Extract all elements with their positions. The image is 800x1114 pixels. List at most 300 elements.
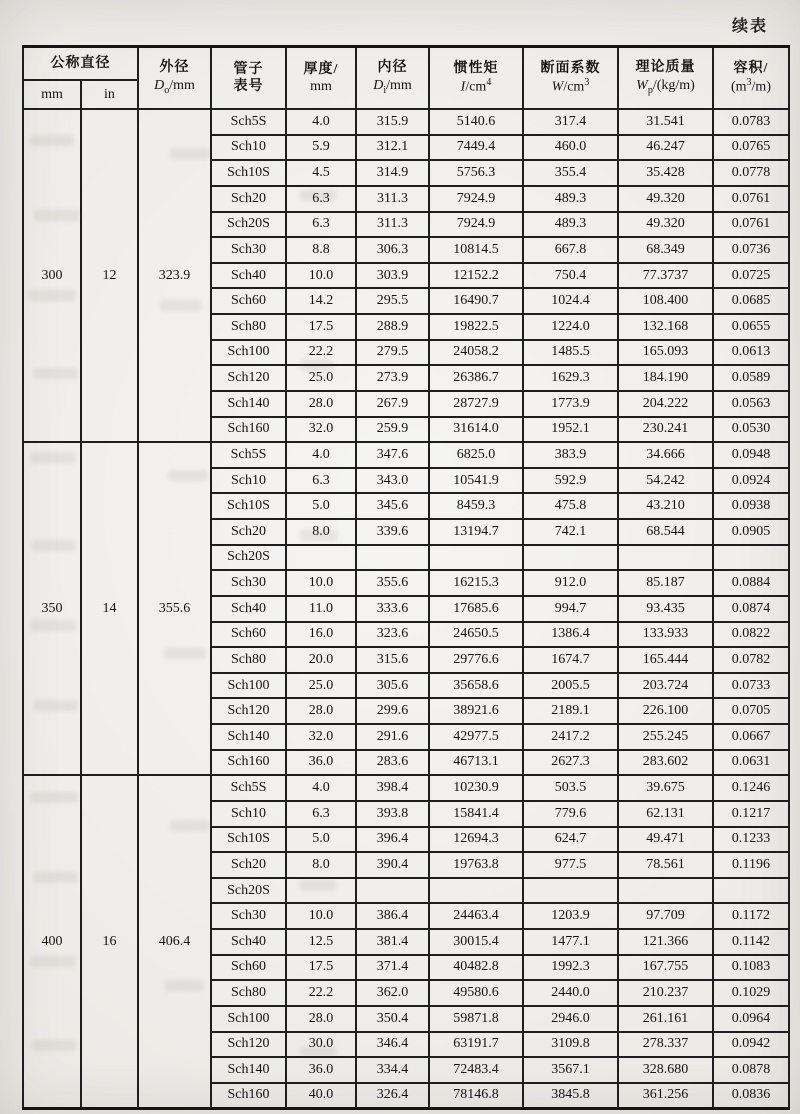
- cell-inertia: 5140.6: [429, 109, 523, 135]
- cell-inner-diameter: 323.6: [356, 622, 429, 648]
- cell-schedule: Sch40: [211, 929, 286, 955]
- cell-section-modulus: 977.5: [523, 852, 618, 878]
- cell-mass: 93.435: [618, 596, 713, 622]
- cell-thickness: 8.0: [286, 519, 356, 545]
- cell-volume: 0.1217: [713, 801, 789, 827]
- cell-section-modulus: 2005.5: [523, 673, 618, 699]
- cell-inertia: 28727.9: [429, 391, 523, 417]
- cell-section-modulus: 994.7: [523, 596, 618, 622]
- cell-section-modulus: 1773.9: [523, 391, 618, 417]
- cell-inner-diameter: [356, 545, 429, 571]
- cell-volume: 0.0631: [713, 750, 789, 776]
- cell-thickness: 22.2: [286, 340, 356, 366]
- cell-schedule: Sch100: [211, 340, 286, 366]
- cell-schedule: Sch5S: [211, 442, 286, 468]
- cell-thickness: 8.8: [286, 237, 356, 263]
- cell-schedule: Sch20S: [211, 212, 286, 238]
- cell-volume: 0.0530: [713, 417, 789, 443]
- cell-thickness: 4.0: [286, 442, 356, 468]
- cell-mass: 43.210: [618, 493, 713, 519]
- cell-mass: 361.256: [618, 1083, 713, 1109]
- header-nominal-diameter: 公称直径: [23, 47, 138, 81]
- cell-inner-diameter: 312.1: [356, 135, 429, 161]
- cell-schedule: Sch60: [211, 955, 286, 981]
- cell-inner-diameter: 355.6: [356, 570, 429, 596]
- cell-inner-diameter: 345.6: [356, 493, 429, 519]
- header-pipe-schedule-line1: 管子: [233, 61, 264, 77]
- cell-volume: 0.0613: [713, 340, 789, 366]
- cell-inner-diameter: 346.4: [356, 1032, 429, 1058]
- cell-schedule: Sch10: [211, 801, 286, 827]
- cell-volume: 0.0765: [713, 135, 789, 161]
- cell-inner-diameter: 381.4: [356, 929, 429, 955]
- cell-inner-diameter: 347.6: [356, 442, 429, 468]
- cell-inertia: 63191.7: [429, 1032, 523, 1058]
- cell-inertia: 38921.6: [429, 698, 523, 724]
- cell-section-modulus: 1203.9: [523, 903, 618, 929]
- cell-schedule: Sch10: [211, 468, 286, 494]
- cell-mass: 261.161: [618, 1006, 713, 1032]
- cell-thickness: 32.0: [286, 417, 356, 443]
- cell-section-modulus: 1224.0: [523, 314, 618, 340]
- cell-section-modulus: 1477.1: [523, 929, 618, 955]
- cell-inner-diameter: [356, 878, 429, 904]
- cell-section-modulus: 750.4: [523, 263, 618, 289]
- cell-thickness: 12.5: [286, 929, 356, 955]
- header-outer-diameter: [138, 47, 211, 110]
- cell-volume: 0.0725: [713, 263, 789, 289]
- cell-volume: 0.1233: [713, 827, 789, 853]
- cell-volume: 0.0685: [713, 288, 789, 314]
- cell-volume: [713, 878, 789, 904]
- cell-thickness: 36.0: [286, 750, 356, 776]
- header-outer-diameter-symbol: $D_o/mm$: [154, 77, 195, 96]
- cell-inertia: 24463.4: [429, 903, 523, 929]
- header-thickness-unit: mm: [310, 79, 332, 94]
- header-inner-diameter-title: 内径: [377, 60, 408, 76]
- cell-schedule: Sch100: [211, 1006, 286, 1032]
- cell-mass: [618, 545, 713, 571]
- cell-section-modulus: 383.9: [523, 442, 618, 468]
- header-pipe-schedule-line2: 表号: [233, 79, 264, 94]
- pipe-spec-table: [22, 45, 790, 1110]
- header-outer-diameter-title: 外径: [159, 60, 190, 76]
- cell-thickness: 6.3: [286, 801, 356, 827]
- cell-volume: 0.1142: [713, 929, 789, 955]
- cell-inner-diameter: 334.4: [356, 1057, 429, 1083]
- cell-mass: 328.680: [618, 1057, 713, 1083]
- cell-inertia: 7449.4: [429, 135, 523, 161]
- cell-mass: 204.222: [618, 391, 713, 417]
- continued-table-label: 续表: [731, 18, 768, 35]
- header-section-modulus-symbol: $W/cm^3$: [551, 77, 590, 95]
- cell-inner-diameter: 393.8: [356, 801, 429, 827]
- cell-thickness: 6.3: [286, 212, 356, 238]
- cell-volume: 0.0783: [713, 109, 789, 135]
- cell-section-modulus: 2627.3: [523, 750, 618, 776]
- cell-inertia: 12694.3: [429, 827, 523, 853]
- cell-section-modulus: 3845.8: [523, 1083, 618, 1109]
- cell-inner-diameter: 288.9: [356, 314, 429, 340]
- cell-section-modulus: 355.4: [523, 160, 618, 186]
- cell-inertia: 29776.6: [429, 647, 523, 673]
- cell-mass: 226.100: [618, 698, 713, 724]
- table-body: [23, 109, 789, 1108]
- cell-schedule: Sch80: [211, 980, 286, 1006]
- cell-inertia: 19822.5: [429, 314, 523, 340]
- cell-inner-diameter: 371.4: [356, 955, 429, 981]
- cell-volume: 0.1172: [713, 903, 789, 929]
- cell-schedule: Sch160: [211, 750, 286, 776]
- cell-thickness: 17.5: [286, 955, 356, 981]
- cell-section-modulus: 475.8: [523, 493, 618, 519]
- table-row: [23, 442, 789, 468]
- group-dn-in: 12: [81, 109, 138, 442]
- cell-mass: [618, 878, 713, 904]
- cell-schedule: Sch80: [211, 314, 286, 340]
- cell-schedule: Sch20: [211, 186, 286, 212]
- cell-section-modulus: 592.9: [523, 468, 618, 494]
- cell-inner-diameter: 398.4: [356, 775, 429, 801]
- header-volume: [713, 47, 789, 110]
- cell-inner-diameter: 326.4: [356, 1083, 429, 1109]
- cell-mass: 165.093: [618, 340, 713, 366]
- cell-inner-diameter: 311.3: [356, 212, 429, 238]
- cell-thickness: 5.0: [286, 827, 356, 853]
- table-row: [23, 775, 789, 801]
- cell-inertia: 46713.1: [429, 750, 523, 776]
- cell-thickness: 5.0: [286, 493, 356, 519]
- cell-inner-diameter: 339.6: [356, 519, 429, 545]
- header-moment-of-inertia: [429, 47, 523, 110]
- cell-mass: 133.933: [618, 622, 713, 648]
- cell-schedule: Sch20: [211, 519, 286, 545]
- cell-schedule: Sch10S: [211, 493, 286, 519]
- cell-mass: 62.131: [618, 801, 713, 827]
- cell-mass: 255.245: [618, 724, 713, 750]
- table-header: [23, 47, 789, 110]
- cell-volume: 0.0761: [713, 186, 789, 212]
- cell-volume: 0.1083: [713, 955, 789, 981]
- cell-volume: 0.0878: [713, 1057, 789, 1083]
- group-dn-mm: 400: [23, 775, 81, 1108]
- cell-inner-diameter: 303.9: [356, 263, 429, 289]
- cell-volume: 0.0782: [713, 647, 789, 673]
- cell-inertia: 5756.3: [429, 160, 523, 186]
- cell-inner-diameter: 299.6: [356, 698, 429, 724]
- cell-thickness: 36.0: [286, 1057, 356, 1083]
- cell-inertia: 24058.2: [429, 340, 523, 366]
- cell-volume: 0.0705: [713, 698, 789, 724]
- cell-thickness: 10.0: [286, 263, 356, 289]
- cell-mass: 184.190: [618, 365, 713, 391]
- cell-mass: 121.366: [618, 929, 713, 955]
- cell-thickness: [286, 878, 356, 904]
- cell-thickness: [286, 545, 356, 571]
- cell-inertia: 24650.5: [429, 622, 523, 648]
- cell-inertia: 10230.9: [429, 775, 523, 801]
- cell-inertia: 8459.3: [429, 493, 523, 519]
- cell-mass: 31.541: [618, 109, 713, 135]
- cell-schedule: Sch140: [211, 1057, 286, 1083]
- cell-mass: 167.755: [618, 955, 713, 981]
- cell-section-modulus: 2417.2: [523, 724, 618, 750]
- cell-thickness: 16.0: [286, 622, 356, 648]
- cell-inertia: 30015.4: [429, 929, 523, 955]
- cell-schedule: Sch20: [211, 852, 286, 878]
- cell-mass: 46.247: [618, 135, 713, 161]
- cell-inertia: 40482.8: [429, 955, 523, 981]
- cell-inertia: 19763.8: [429, 852, 523, 878]
- cell-schedule: Sch10S: [211, 160, 286, 186]
- cell-schedule: Sch5S: [211, 109, 286, 135]
- cell-section-modulus: 2189.1: [523, 698, 618, 724]
- cell-mass: 85.187: [618, 570, 713, 596]
- cell-volume: 0.0822: [713, 622, 789, 648]
- cell-volume: 0.0778: [713, 160, 789, 186]
- cell-inner-diameter: 295.5: [356, 288, 429, 314]
- cell-inertia: 13194.7: [429, 519, 523, 545]
- cell-inner-diameter: 362.0: [356, 980, 429, 1006]
- cell-section-modulus: [523, 545, 618, 571]
- cell-mass: 34.666: [618, 442, 713, 468]
- cell-inner-diameter: 311.3: [356, 186, 429, 212]
- cell-section-modulus: 624.7: [523, 827, 618, 853]
- cell-volume: 0.0948: [713, 442, 789, 468]
- cell-schedule: Sch60: [211, 622, 286, 648]
- cell-inertia: 26386.7: [429, 365, 523, 391]
- cell-inertia: 31614.0: [429, 417, 523, 443]
- cell-volume: 0.1196: [713, 852, 789, 878]
- cell-thickness: 40.0: [286, 1083, 356, 1109]
- header-volume-unit: $(m^3/m)$: [730, 77, 771, 95]
- cell-schedule: Sch120: [211, 365, 286, 391]
- cell-volume: 0.0563: [713, 391, 789, 417]
- cell-mass: 283.602: [618, 750, 713, 776]
- cell-inertia: [429, 545, 523, 571]
- cell-schedule: Sch80: [211, 647, 286, 673]
- cell-volume: 0.0667: [713, 724, 789, 750]
- header-moment-of-inertia-title: 惯性矩: [453, 60, 499, 76]
- cell-volume: 0.0884: [713, 570, 789, 596]
- cell-section-modulus: 3567.1: [523, 1057, 618, 1083]
- header-inner-diameter-symbol: $D_i/mm$: [373, 77, 412, 96]
- cell-section-modulus: 1386.4: [523, 622, 618, 648]
- cell-thickness: 5.9: [286, 135, 356, 161]
- cell-inner-diameter: 333.6: [356, 596, 429, 622]
- cell-volume: 0.1029: [713, 980, 789, 1006]
- header-thickness-title: 厚度/: [303, 61, 339, 77]
- cell-inner-diameter: 315.9: [356, 109, 429, 135]
- cell-mass: 49.320: [618, 186, 713, 212]
- cell-inertia: 10814.5: [429, 237, 523, 263]
- cell-inertia: 42977.5: [429, 724, 523, 750]
- cell-section-modulus: 489.3: [523, 212, 618, 238]
- cell-volume: 0.0736: [713, 237, 789, 263]
- header-theoretical-mass: [618, 47, 713, 110]
- cell-inner-diameter: 343.0: [356, 468, 429, 494]
- cell-inertia: 16490.7: [429, 288, 523, 314]
- table-row: [23, 109, 789, 135]
- cell-section-modulus: 2946.0: [523, 1006, 618, 1032]
- cell-inner-diameter: 259.9: [356, 417, 429, 443]
- cell-inner-diameter: 291.6: [356, 724, 429, 750]
- cell-thickness: 6.3: [286, 468, 356, 494]
- header-section-modulus: [523, 47, 618, 110]
- cell-schedule: Sch40: [211, 596, 286, 622]
- cell-inertia: 72483.4: [429, 1057, 523, 1083]
- cell-schedule: Sch120: [211, 698, 286, 724]
- cell-thickness: 17.5: [286, 314, 356, 340]
- cell-volume: 0.0655: [713, 314, 789, 340]
- group-od: 323.9: [138, 109, 211, 442]
- cell-inner-diameter: 315.6: [356, 647, 429, 673]
- cell-schedule: Sch140: [211, 391, 286, 417]
- header-volume-title: 容积/: [733, 60, 769, 76]
- cell-inertia: 78146.8: [429, 1083, 523, 1109]
- cell-thickness: 10.0: [286, 570, 356, 596]
- cell-schedule: Sch30: [211, 570, 286, 596]
- cell-schedule: Sch5S: [211, 775, 286, 801]
- group-od: 355.6: [138, 442, 211, 775]
- header-nominal-mm: mm: [23, 80, 81, 109]
- cell-schedule: Sch30: [211, 903, 286, 929]
- cell-section-modulus: 1629.3: [523, 365, 618, 391]
- cell-thickness: 32.0: [286, 724, 356, 750]
- cell-schedule: Sch20S: [211, 545, 286, 571]
- cell-volume: 0.0589: [713, 365, 789, 391]
- group-dn-mm: 350: [23, 442, 81, 775]
- cell-inner-diameter: 386.4: [356, 903, 429, 929]
- cell-section-modulus: 460.0: [523, 135, 618, 161]
- header-inner-diameter: [356, 47, 429, 110]
- header-thickness: [286, 47, 356, 110]
- cell-section-modulus: 1674.7: [523, 647, 618, 673]
- cell-thickness: 4.0: [286, 775, 356, 801]
- cell-inertia: 35658.6: [429, 673, 523, 699]
- cell-thickness: 4.0: [286, 109, 356, 135]
- cell-volume: 0.1246: [713, 775, 789, 801]
- cell-mass: 230.241: [618, 417, 713, 443]
- cell-volume: 0.0733: [713, 673, 789, 699]
- cell-mass: 210.237: [618, 980, 713, 1006]
- cell-thickness: 28.0: [286, 391, 356, 417]
- cell-volume: 0.0942: [713, 1032, 789, 1058]
- cell-mass: 77.3737: [618, 263, 713, 289]
- cell-section-modulus: 912.0: [523, 570, 618, 596]
- cell-thickness: 10.0: [286, 903, 356, 929]
- header-pipe-schedule: [211, 47, 286, 110]
- cell-mass: 165.444: [618, 647, 713, 673]
- cell-thickness: 28.0: [286, 1006, 356, 1032]
- cell-mass: 39.675: [618, 775, 713, 801]
- cell-schedule: Sch160: [211, 1083, 286, 1109]
- cell-section-modulus: 317.4: [523, 109, 618, 135]
- cell-inner-diameter: 390.4: [356, 852, 429, 878]
- cell-mass: 203.724: [618, 673, 713, 699]
- cell-inertia: 10541.9: [429, 468, 523, 494]
- cell-volume: 0.0761: [713, 212, 789, 238]
- cell-schedule: Sch140: [211, 724, 286, 750]
- cell-thickness: 11.0: [286, 596, 356, 622]
- cell-inner-diameter: 396.4: [356, 827, 429, 853]
- cell-volume: [713, 545, 789, 571]
- cell-mass: 78.561: [618, 852, 713, 878]
- cell-mass: 54.242: [618, 468, 713, 494]
- group-dn-mm: 300: [23, 109, 81, 442]
- cell-volume: 0.0964: [713, 1006, 789, 1032]
- cell-volume: 0.0938: [713, 493, 789, 519]
- cell-inertia: 49580.6: [429, 980, 523, 1006]
- cell-inner-diameter: 314.9: [356, 160, 429, 186]
- cell-mass: 132.168: [618, 314, 713, 340]
- cell-thickness: 22.2: [286, 980, 356, 1006]
- header-nominal-in: in: [81, 80, 138, 109]
- cell-section-modulus: [523, 878, 618, 904]
- cell-schedule: Sch160: [211, 417, 286, 443]
- cell-volume: 0.0905: [713, 519, 789, 545]
- cell-thickness: 14.2: [286, 288, 356, 314]
- cell-mass: 97.709: [618, 903, 713, 929]
- header-theoretical-mass-title: 理论质量: [635, 60, 696, 76]
- cell-inertia: 7924.9: [429, 186, 523, 212]
- cell-inertia: 7924.9: [429, 212, 523, 238]
- cell-inertia: 12152.2: [429, 263, 523, 289]
- cell-schedule: Sch60: [211, 288, 286, 314]
- cell-section-modulus: 503.5: [523, 775, 618, 801]
- cell-inertia: 15841.4: [429, 801, 523, 827]
- cell-section-modulus: 1485.5: [523, 340, 618, 366]
- cell-section-modulus: 779.6: [523, 801, 618, 827]
- cell-volume: 0.0924: [713, 468, 789, 494]
- cell-volume: 0.0874: [713, 596, 789, 622]
- group-dn-in: 16: [81, 775, 138, 1108]
- cell-inertia: 16215.3: [429, 570, 523, 596]
- cell-thickness: 8.0: [286, 852, 356, 878]
- cell-thickness: 25.0: [286, 673, 356, 699]
- cell-section-modulus: 2440.0: [523, 980, 618, 1006]
- group-od: 406.4: [138, 775, 211, 1108]
- cell-schedule: Sch120: [211, 1032, 286, 1058]
- cell-inertia: 59871.8: [429, 1006, 523, 1032]
- cell-volume: 0.0836: [713, 1083, 789, 1109]
- cell-section-modulus: 489.3: [523, 186, 618, 212]
- cell-inner-diameter: 267.9: [356, 391, 429, 417]
- group-dn-in: 14: [81, 442, 138, 775]
- cell-mass: 49.471: [618, 827, 713, 853]
- cell-inertia: [429, 878, 523, 904]
- cell-thickness: 25.0: [286, 365, 356, 391]
- cell-inertia: 6825.0: [429, 442, 523, 468]
- cell-thickness: 20.0: [286, 647, 356, 673]
- cell-schedule: Sch40: [211, 263, 286, 289]
- cell-thickness: 6.3: [286, 186, 356, 212]
- cell-section-modulus: 3109.8: [523, 1032, 618, 1058]
- cell-inner-diameter: 305.6: [356, 673, 429, 699]
- cell-schedule: Sch100: [211, 673, 286, 699]
- header-theoretical-mass-symbol: $W_p/(kg/m)$: [636, 77, 695, 96]
- cell-section-modulus: 1992.3: [523, 955, 618, 981]
- cell-section-modulus: 667.8: [523, 237, 618, 263]
- cell-section-modulus: 1952.1: [523, 417, 618, 443]
- cell-mass: 108.400: [618, 288, 713, 314]
- header-section-modulus-title: 断面系数: [540, 60, 601, 76]
- cell-thickness: 28.0: [286, 698, 356, 724]
- cell-inner-diameter: 283.6: [356, 750, 429, 776]
- cell-inner-diameter: 273.9: [356, 365, 429, 391]
- cell-section-modulus: 1024.4: [523, 288, 618, 314]
- cell-section-modulus: 742.1: [523, 519, 618, 545]
